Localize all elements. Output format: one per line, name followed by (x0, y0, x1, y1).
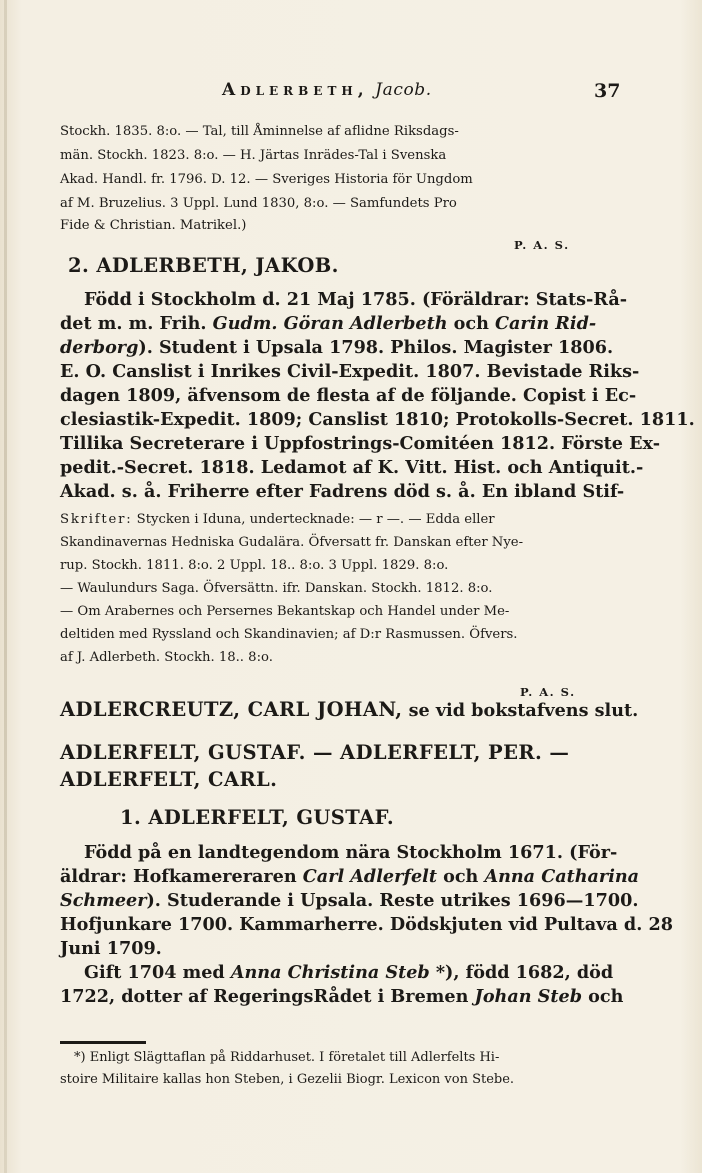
text-line: derborg). Student i Upsala 1798. Philos. Magister 1806. (60, 337, 614, 358)
text-line: Juni 1709. (60, 938, 162, 959)
text-line: äldrar: Hofkamereraren Carl Adlerfelt och Anna Catharina (60, 866, 640, 887)
text-line: af M. Bruzelius. 3 Uppl. Lund 1830, 8:o. — Samfundets Pro (60, 196, 457, 211)
footnote-rule (60, 1041, 146, 1044)
text-line: — Om Arabernes och Persernes Bekantskap och Handel under Me- (60, 604, 510, 619)
text-line: pedit.-Secret. 1818. Ledamot af K. Vitt. Hist. och Antiquit.- (60, 457, 644, 478)
entry-heading: 1. ADLERFELT, GUSTAF. (120, 806, 395, 829)
running-header (222, 80, 432, 100)
page-number: 37 (594, 80, 621, 102)
text-line: rup. Stockh. 1811. 8:o. 2 Uppl. 18.. 8:o. 3 Uppl. 1829. 8:o. (60, 558, 449, 573)
text-line: det m. m. Frih. Gudm. Göran Adlerbeth och Carin Rid- (60, 313, 597, 334)
cross-ref-line: ADLERCREUTZ, CARL JOHAN, se vid bokstafvens slut. (60, 698, 639, 721)
family-heading-line: ADLERFELT, CARL. (60, 768, 278, 791)
text-line: stoire Militaire kallas hon Steben, i Gezelii Biogr. Lexicon von Stebe. (60, 1072, 515, 1087)
text-line: Född på en landtegendom nära Stockholm 1671. (För- (84, 842, 618, 863)
text-line: Född i Stockholm d. 21 Maj 1785. (Föräldrar: Stats-Rå- (84, 289, 628, 310)
signature-initials: P. A. S. (514, 238, 570, 252)
text-line: 1722, dotter af RegeringsRådet i Bremen Johan Steb och (60, 986, 624, 1007)
text-line: af J. Adlerbeth. Stockh. 18.. 8:o. (60, 650, 273, 665)
text-line: deltiden med Ryssland och Skandinavien; af D:r Rasmussen. Öfvers. (60, 627, 518, 642)
entry-heading: 2. ADLERBETH, JAKOB. (68, 254, 339, 277)
text-line: Fide & Christian. Matrikel.) (60, 218, 247, 233)
text-line: clesiastik-Expedit. 1809; Canslist 1810; Protokolls-Secret. 1811. (60, 409, 695, 430)
text-line: Akad. s. å. Friherre efter Fadrens död s. å. En ibland Stif- (60, 481, 625, 502)
text-line: Skandinavernas Hedniska Gudalära. Öfversatt fr. Danskan efter Nye- (60, 535, 524, 550)
text-line: *) Enligt Slägttaflan på Riddarhuset. I företalet till Adlerfelts Hi- (74, 1050, 500, 1065)
family-heading-line: ADLERFELT, GUSTAF. — ADLERFELT, PER. — (60, 741, 570, 764)
text-line: Skrifter: Stycken i Iduna, undertecknade: — r —. — Edda eller (60, 512, 495, 527)
text-line: Gift 1704 med Anna Christina Steb *), född 1682, död (84, 962, 614, 983)
text-line: dagen 1809, äfvensom de flesta af de följande. Copist i Ec- (60, 385, 637, 406)
page-gutter (4, 0, 7, 1173)
text-line: män. Stockh. 1823. 8:o. — H. Järtas Inrädes-Tal i Svenska (60, 148, 447, 163)
text-line: Schmeer). Studerande i Upsala. Reste utrikes 1696—1700. (60, 890, 639, 911)
text-line: — Waulundurs Saga. Öfversättn. ifr. Danskan. Stockh. 1812. 8:o. (60, 581, 493, 596)
header-surname: Adlerbeth, (222, 80, 369, 100)
text-line: Akad. Handl. fr. 1796. D. 12. — Sveriges Historia för Ungdom (60, 172, 473, 187)
text-line: E. O. Canslist i Inrikes Civil-Expedit. 1807. Bevistade Riks- (60, 361, 640, 382)
header-firstname: Jacob. (375, 80, 432, 100)
text-line: Hofjunkare 1700. Kammarherre. Dödskjuten vid Pultava d. 28 (60, 914, 673, 935)
text-line: Tillika Secreterare i Uppfostrings-Comitéen 1812. Förste Ex- (60, 433, 660, 454)
signature-initials: P. A. S. (520, 685, 576, 699)
text-line: Stockh. 1835. 8:o. — Tal, till Åminnelse af aflidne Riksdags- (60, 124, 459, 139)
